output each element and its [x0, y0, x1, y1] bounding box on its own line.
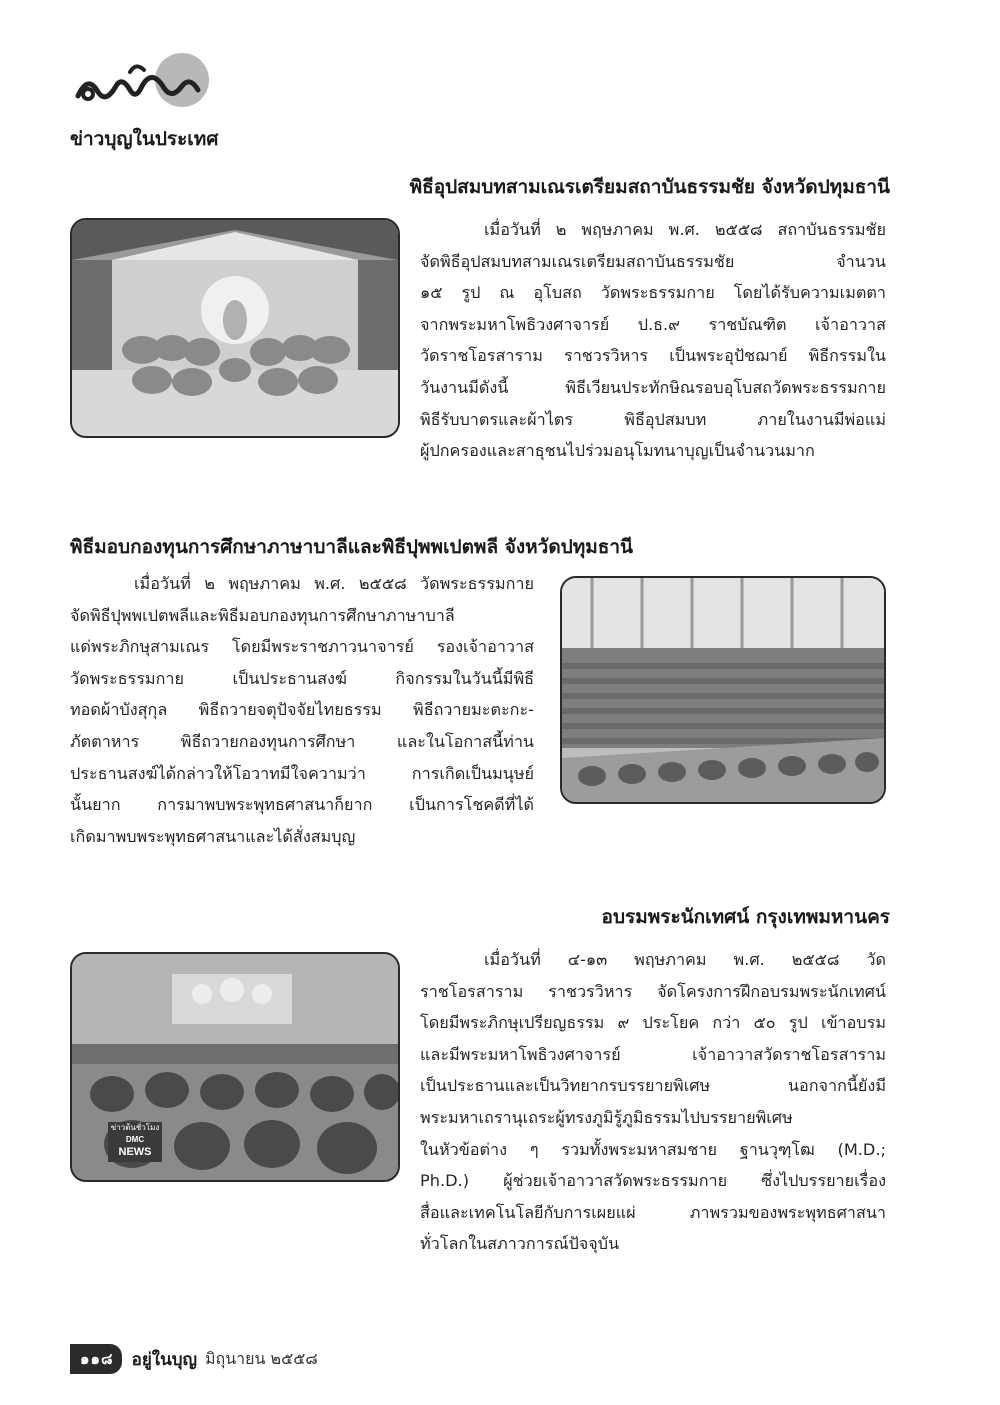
section-label: ข่าวบุญในประเทศ [70, 128, 219, 150]
article-3-line: ราชโอรสาราม ราชวรวิหาร จัดโครงการฝึกอบรมพระนักเทศน์ [420, 981, 886, 1001]
footer-magazine-name: อยู่ในบุญ [131, 1349, 197, 1370]
article-3-line: ในหัวข้อต่าง ๆ รวมทั้งพระมหาสมชาย ฐานวุฑฺโฒ (M.D.; [420, 1139, 886, 1159]
article-2-line: ทอดผ้าบังสุกุล พิธีถวายจตุปัจจัยไทยธรรม พิธีถวายมะตะกะ- [70, 700, 534, 720]
article-1-line: วัดราชโอรสาราม ราชวรวิหาร เป็นพระอุปัชฌาย์ พิธีกรรมใน [420, 346, 886, 366]
article-1-line: ๑๕ รูป ณ อุโบสถ วัดพระธรรมกาย โดยได้รับความเมตตา [420, 283, 886, 303]
news-caption [108, 1122, 162, 1162]
article-2-line: จัดพิธีปุพพเปตพลีและพิธีมอบกองทุนการศึกษาภาษาบาลี [70, 605, 455, 625]
page-number: ๑๑๘ [70, 1344, 122, 1374]
article-3-line: พระมหาเถรานุเถระผู้ทรงภูมิรู้ภูมิธรรมไปบรรยายพิเศษ [420, 1107, 793, 1127]
article-3-body [420, 944, 886, 1260]
page-footer [70, 1345, 318, 1373]
article-3-line: และมีพระมหาโพธิวงศาจารย์ เจ้าอาวาสวัดราชโอรสาราม [420, 1044, 886, 1064]
article-3-photo [70, 952, 400, 1182]
article-3-line: ทั่วโลกในสภาวการณ์ปัจจุบัน [420, 1234, 620, 1254]
article-2-line: เกิดมาพบพระพุทธศาสนาและได้สั่งสมบุญ [70, 826, 356, 846]
article-1-photo [70, 218, 400, 438]
article-1-line: พิธีรับบาตรและผ้าไตร พิธีอุปสมบท ภายในงานมีพ่อแม่ [420, 409, 886, 429]
news-caption-top: ข่าวต้นชั่วโมง [110, 1123, 160, 1132]
article-2-line: แด่พระภิกษุสามเณร โดยมีพระราชภาวนาจารย์ รองเจ้าอาวาส [70, 637, 534, 657]
article-2-body [70, 568, 534, 852]
article-1-body [420, 214, 886, 467]
article-3-line: โดยมีพระภิกษุเปรียญธรรม ๙ ประโยค กว่า ๕๐ รูป เข้าอบรม [420, 1013, 886, 1033]
article-2-line: เมื่อวันที่ ๒ พฤษภาคม พ.ศ. ๒๕๕๘ วัดพระธรรมกาย [134, 574, 534, 593]
news-logo: NEWS [118, 1146, 152, 1158]
article-2-title: พิธีมอบกองทุนการศึกษาภาษาบาลีและพิธีปุพพเปตพลี จังหวัดปทุมธานี [70, 536, 634, 558]
article-2-line: วัดพระธรรมกาย เป็นประธานสงฆ์ กิจกรรมในวันนี้มีพิธี [70, 668, 534, 688]
article-2-line: นั้นยาก การมาพบพระพุทธศาสนาก็ยาก เป็นการโชคดีที่ได้ [70, 795, 534, 815]
article-1-title: พิธีอุปสมบทสามเณรเตรียมสถาบันธรรมชัย จังหวัดปทุมธานี [409, 176, 890, 198]
article-2-photo [560, 576, 886, 804]
logo-text [220, 52, 221, 53]
article-2-line: ประธานสงฆ์ได้กล่าวให้โอวาทมีใจความว่า การเกิดเป็นมนุษย์ [70, 763, 534, 783]
magazine-logo [70, 52, 220, 116]
article-3-title: อบรมพระนักเทศน์ กรุงเทพมหานคร [601, 906, 890, 928]
article-1-line: จัดพิธีอุปสมบทสามเณรเตรียมสถาบันธรรมชัย จำนวน [420, 251, 886, 271]
article-3-line: Ph.D.) ผู้ช่วยเจ้าอาวาสวัดพระธรรมกาย ซึ่งไปบรรยายเรื่อง [420, 1171, 886, 1191]
article-1-line: ผู้ปกครองและสาธุชนไปร่วมอนุโมทนาบุญเป็นจำนวนมาก [420, 441, 815, 461]
article-3-line: เมื่อวันที่ ๔-๑๓ พฤษภาคม พ.ศ. ๒๕๕๘ วัด [484, 950, 886, 969]
article-1-line: เมื่อวันที่ ๒ พฤษภาคม พ.ศ. ๒๕๕๘ สถาบันธรรมชัย [484, 220, 886, 239]
article-1-line: วันงานมีดังนี้ พิธีเวียนประทักษิณรอบอุโบสถวัดพระธรรมกาย [420, 377, 886, 397]
dmc-logo: DMC [125, 1135, 145, 1144]
article-1-line: จากพระมหาโพธิวงศาจารย์ ป.ธ.๙ ราชบัณฑิต เจ้าอาวาส [420, 314, 886, 334]
article-3-line: เป็นประธานและเป็นวิทยากรบรรยายพิเศษ นอกจากนี้ยังมี [420, 1076, 886, 1096]
article-3-line: สื่อและเทคโนโลยีกับการเผยแผ่ ภาพรวมของพระพุทธศาสนา [420, 1202, 886, 1222]
article-2-line: ภัตตาหาร พิธีถวายกองทุนการศึกษา และในโอกาสนี้ท่าน [70, 731, 534, 751]
footer-issue: มิถุนายน ๒๕๕๘ [205, 1348, 318, 1368]
